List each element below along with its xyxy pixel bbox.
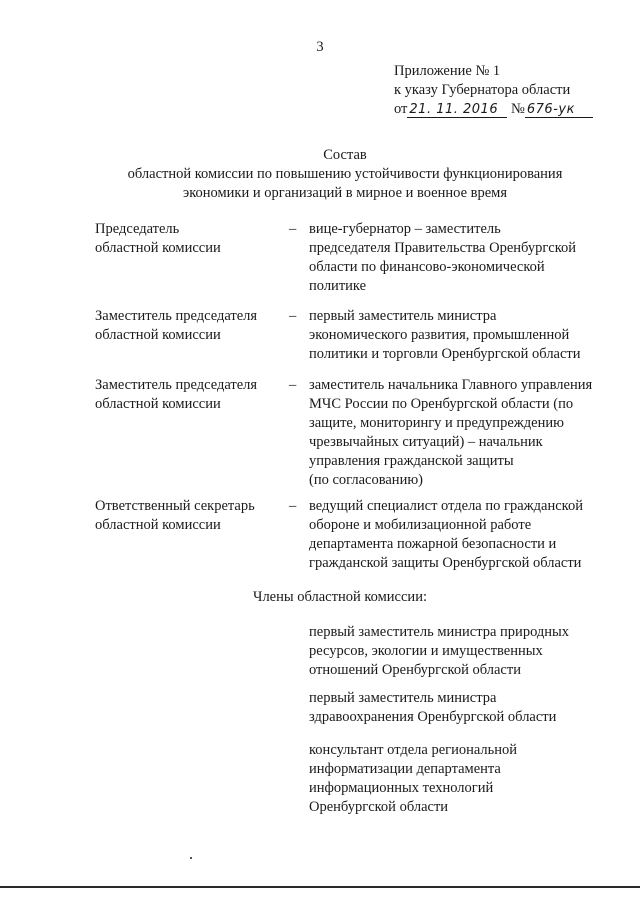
role-label-line: областной комиссии	[95, 517, 221, 533]
description-line: чрезвычайных ситуаций) – начальник	[309, 434, 543, 450]
member-line: отношений Оренбургской области	[309, 662, 521, 678]
description-line: департамента пожарной безопасности и	[309, 536, 557, 552]
role-description	[309, 220, 609, 296]
description-line: первый заместитель министра	[309, 308, 497, 324]
role-label-line: областной комиссии	[95, 327, 221, 343]
date-prefix: от	[394, 101, 408, 117]
role-label	[95, 497, 285, 535]
role-description	[309, 376, 629, 490]
member-line: первый заместитель министра	[309, 690, 497, 706]
role-description	[309, 497, 629, 573]
number-prefix: №	[511, 101, 525, 117]
role-label	[95, 307, 285, 345]
page-bottom-edge	[0, 886, 640, 888]
description-line: политике	[309, 278, 367, 294]
member-entry	[309, 689, 609, 727]
description-line: политики и торговли Оренбургской области	[309, 346, 581, 362]
annex-header	[394, 62, 634, 119]
member-line: первый заместитель министра природных	[309, 624, 570, 640]
role-label-line: областной комиссии	[95, 396, 221, 412]
role-label-line: Заместитель председателя	[95, 308, 258, 324]
annex-title: Приложение № 1	[394, 63, 501, 79]
annex-date-line	[394, 100, 634, 119]
role-description	[309, 307, 609, 364]
description-line: вице-губернатор – заместитель	[309, 221, 501, 237]
document-title	[60, 146, 630, 203]
member-line: Оренбургской области	[309, 799, 449, 815]
description-line: заместитель начальника Главного управления	[309, 377, 593, 393]
role-label-line: Ответственный секретарь	[95, 498, 255, 514]
member-line: ресурсов, экологии и имущественных	[309, 643, 543, 659]
annex-decree-ref: к указу Губернатора области	[394, 82, 571, 98]
page-number: 3	[316, 39, 324, 55]
scan-speck	[190, 857, 192, 859]
dash-separator: –	[289, 221, 297, 237]
role-label-line: Председатель	[95, 221, 180, 237]
handwritten-number: 676-ук	[525, 103, 593, 118]
role-label-line: Заместитель председателя	[95, 377, 258, 393]
title-line-2: областной комиссии по повышению устойчивости функционирования	[127, 166, 563, 182]
description-line: защите, мониторингу и предупреждению	[309, 415, 564, 431]
description-line: председателя Правительства Оренбургской	[309, 240, 577, 256]
description-line: МЧС России по Оренбургской области (по	[309, 396, 574, 412]
member-line: информатизации департамента	[309, 761, 501, 777]
dash-separator: –	[289, 308, 297, 324]
title-line-1: Состав	[323, 147, 367, 163]
member-line: здравоохранения Оренбургской области	[309, 709, 557, 725]
role-label	[95, 220, 285, 258]
dash-separator: –	[289, 498, 297, 514]
member-entry	[309, 741, 609, 817]
role-label-line: областной комиссии	[95, 240, 221, 256]
dash-separator: –	[289, 377, 297, 393]
member-line: информационных технологий	[309, 780, 494, 796]
member-line: консультант отдела региональной	[309, 742, 518, 758]
handwritten-date: 21. 11. 2016	[407, 103, 507, 118]
description-line: ведущий специалист отдела по гражданской	[309, 498, 583, 514]
member-entry	[309, 623, 609, 680]
description-line: управления гражданской защиты	[309, 453, 514, 469]
members-heading: Члены областной комиссии:	[253, 589, 427, 605]
description-line: гражданской защиты Оренбургской области	[309, 555, 582, 571]
title-line-3: экономики и организаций в мирное и военное время	[182, 185, 508, 201]
role-label	[95, 376, 285, 414]
description-line: экономического развития, промышленной	[309, 327, 570, 343]
description-line: (по согласованию)	[309, 472, 423, 488]
description-line: области по финансово-экономической	[309, 259, 545, 275]
description-line: обороне и мобилизационной работе	[309, 517, 532, 533]
